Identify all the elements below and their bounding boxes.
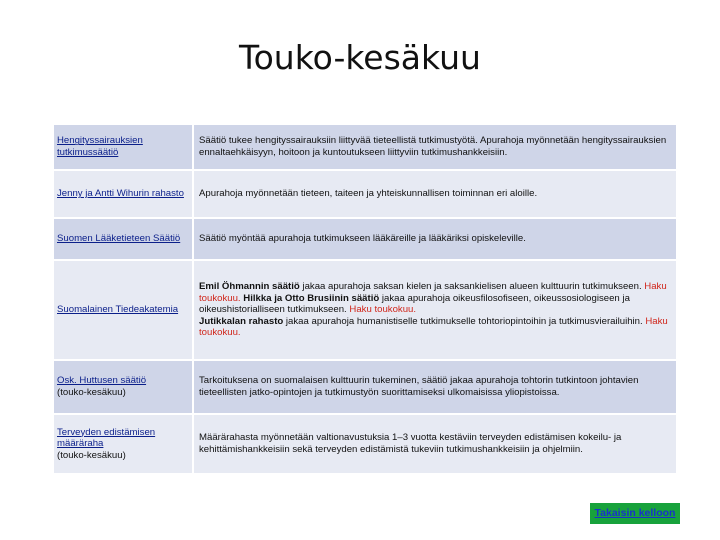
application-period: Haku toukokuu. — [199, 281, 667, 304]
table-row — [53, 218, 677, 260]
foundation-name-cell — [53, 170, 193, 218]
foundation-name-cell — [53, 218, 193, 260]
application-period-label: (touko-kesäkuu) — [57, 387, 126, 398]
back-to-clock-button[interactable]: Takaisin kelloon — [590, 503, 680, 524]
description-text: jakaa apurahoja oikeusfilosofiseen, oikeussosiologiseen ja oikeushistorialliseen tutkimukseen. — [199, 292, 630, 316]
fund-name-brusiin: Hilkka ja Otto Brusiinin säätiö — [243, 292, 380, 304]
foundation-description: Säätiö tukee hengityssairauksiin liittyvää tieteellistä tutkimustyötä. Apurahoja myönnetään hengityssairauksien ennaltaehkäisyyn, hoitoon ja kuntoutukseen liittyviin tutkimushankkeisiin. — [193, 124, 677, 170]
page-title: Touko-kesäkuu — [239, 38, 481, 77]
grants-table — [52, 123, 678, 475]
fund-name-ohmann: Emil Öhmannin säätiö — [199, 281, 300, 293]
foundation-name-cell — [53, 260, 193, 360]
foundation-name-cell — [53, 124, 193, 170]
table-row — [53, 170, 677, 218]
fund-name-jutikkala: Jutikkalan rahasto — [199, 315, 284, 327]
foundation-description: Apurahoja myönnetään tieteen, taiteen ja yhteiskunnallisen toiminnan eri aloille. — [193, 170, 677, 218]
foundation-name-cell — [53, 360, 193, 414]
foundation-link-tiedeakatemia[interactable]: Suomalainen Tiedeakatemia — [57, 304, 179, 316]
foundation-description: Määrärahasta myönnetään valtionavustuksia 1–3 vuotta kestäviin terveyden edistämisen kokeilu- ja kehittämishankkeisiin sekä terveyden edistämistä tukeviin tutkimushankkeisiin ja ohjelmiin. — [193, 414, 677, 474]
application-period: Haku toukokuu. — [199, 315, 668, 339]
table-row — [53, 360, 677, 414]
foundation-link-hengityssairauksien[interactable]: Hengityssairauksien tutkimussäätiö — [57, 135, 143, 158]
description-text: jakaa apurahoja saksan kielen ja saksankielisen alueen kulttuurin tutkimukseen. — [299, 281, 645, 293]
table-row — [53, 414, 677, 474]
foundation-name-cell — [53, 414, 193, 474]
foundation-description: Säätiö myöntää apurahoja tutkimukseen lääkäreille ja lääkäriksi opiskeleville. — [193, 218, 677, 260]
foundation-link-wihuri[interactable]: Jenny ja Antti Wihurin rahasto — [57, 188, 184, 200]
foundation-description: Tarkoituksena on suomalaisen kulttuurin tukeminen, säätiö jakaa apurahoja tohtorin tutkintoon johtavien tieteellisten jatko-opintojen ja tutkimustyön suorittamiseksi ulkomaisissa yliopistoissa. — [193, 360, 677, 414]
table-row — [53, 124, 677, 170]
foundation-link-huttunen[interactable]: Osk. Huttusen säätiö — [57, 375, 147, 387]
foundation-description — [193, 260, 677, 360]
table-row — [53, 260, 677, 360]
application-period: Haku toukokuu. — [349, 304, 417, 316]
foundation-link-terveyden-edistaminen[interactable]: Terveyden edistämisen määräraha — [57, 426, 156, 450]
application-period-label: (touko-kesäkuu) — [57, 449, 126, 461]
description-text: jakaa apurahoja humanistiselle tutkimukselle tohtoriopintoihin ja tutkimusvierailuihin. — [283, 315, 646, 327]
foundation-link-laaketieteen[interactable]: Suomen Lääketieteen Säätiö — [57, 233, 181, 245]
